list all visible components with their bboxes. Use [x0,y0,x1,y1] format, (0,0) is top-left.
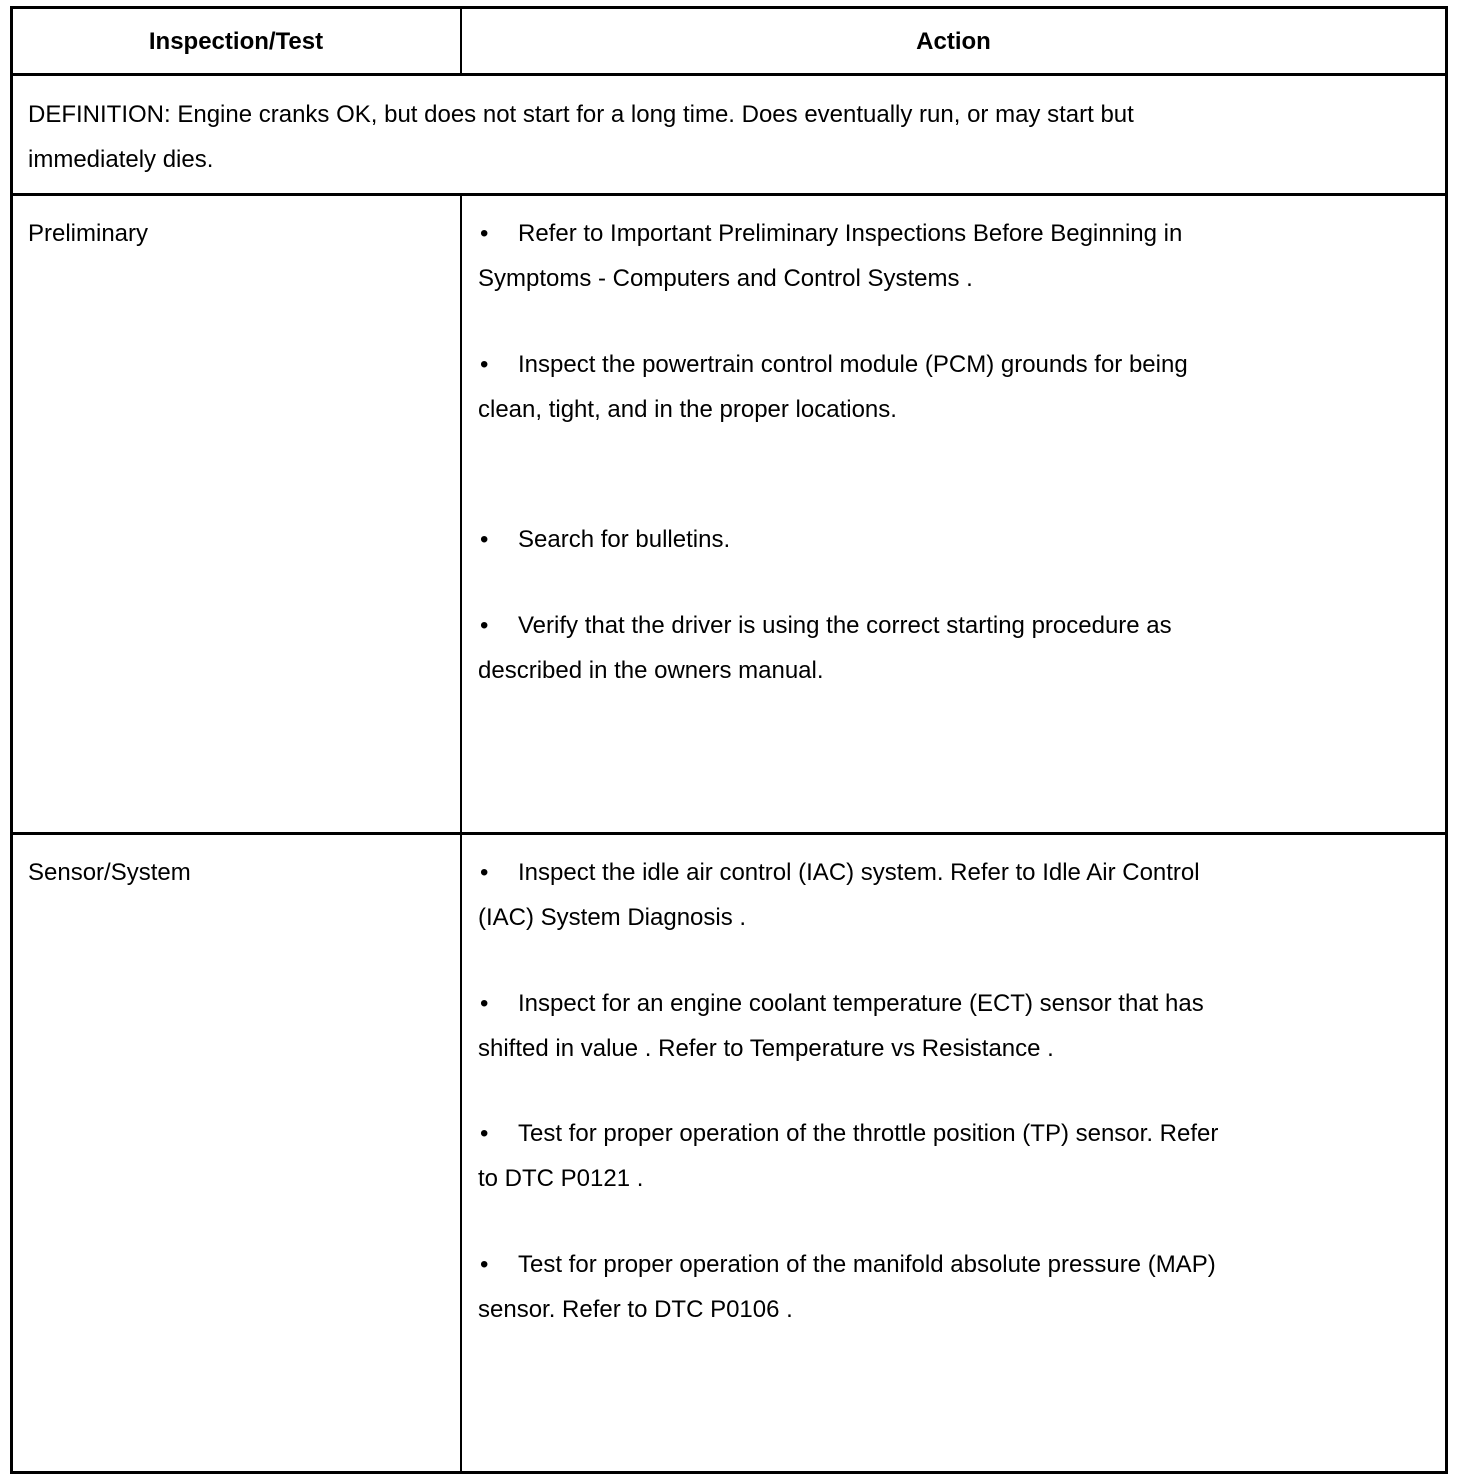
action-text: Inspect the idle air control (IAC) system. Refer to Idle Air Control [518,859,1200,886]
bullet-icon: • [480,1120,489,1147]
action-text: to DTC P0121 . [478,1165,644,1192]
action-item [478,1111,1218,1201]
table-border-left [10,6,13,1474]
action-item [478,603,1172,693]
action-item [478,981,1204,1071]
action-item [478,342,1188,432]
action-text: Verify that the driver is using the correct starting procedure as [518,612,1172,639]
bullet-icon: • [480,612,489,639]
row-label-sensor-system: Sensor/System [28,859,191,886]
action-item [478,517,730,562]
table-border-top [10,6,1448,9]
row-divider [10,193,1448,196]
column-divider [460,194,462,1473]
header-action: Action [916,28,991,55]
action-text: (IAC) System Diagnosis . [478,904,747,931]
action-text: Inspect for an engine coolant temperature (ECT) sensor that has [518,990,1204,1017]
action-item [478,211,1182,301]
action-text: Refer to Important Preliminary Inspections Before Beginning in [518,220,1183,247]
definition-line: DEFINITION: Engine cranks OK, but does not start for a long time. Does eventually run, or may start but [28,101,1134,128]
header-inspection-test: Inspection/Test [148,28,324,55]
action-item [478,1242,1216,1332]
bullet-icon: • [480,859,489,886]
bullet-icon: • [480,1251,489,1278]
action-text: sensor. Refer to DTC P0106 . [478,1296,793,1323]
action-text: shifted in value . Refer to Temperature vs Resistance . [478,1035,1054,1062]
bullet-icon: • [480,526,489,553]
action-text: Inspect the powertrain control module (PCM) grounds for being [518,351,1188,378]
bullet-icon: • [480,990,489,1017]
row-divider [10,832,1448,835]
action-text: Test for proper operation of the throttle position (TP) sensor. Refer [518,1120,1219,1147]
action-item [478,850,1200,940]
action-text: Symptoms - Computers and Control Systems . [478,265,973,292]
action-text: Test for proper operation of the manifold absolute pressure (MAP) [518,1251,1216,1278]
action-text: described in the owners manual. [478,657,824,684]
row-divider [10,73,1448,76]
bullet-icon: • [480,220,489,247]
bullet-icon: • [480,351,489,378]
action-text: Search for bulletins. [518,526,731,553]
table-border-right [1445,6,1448,1474]
table-border-bottom [10,1471,1448,1474]
action-text: clean, tight, and in the proper locations. [478,396,897,423]
definition-line: immediately dies. [28,146,214,173]
row-label-preliminary: Preliminary [28,220,149,247]
